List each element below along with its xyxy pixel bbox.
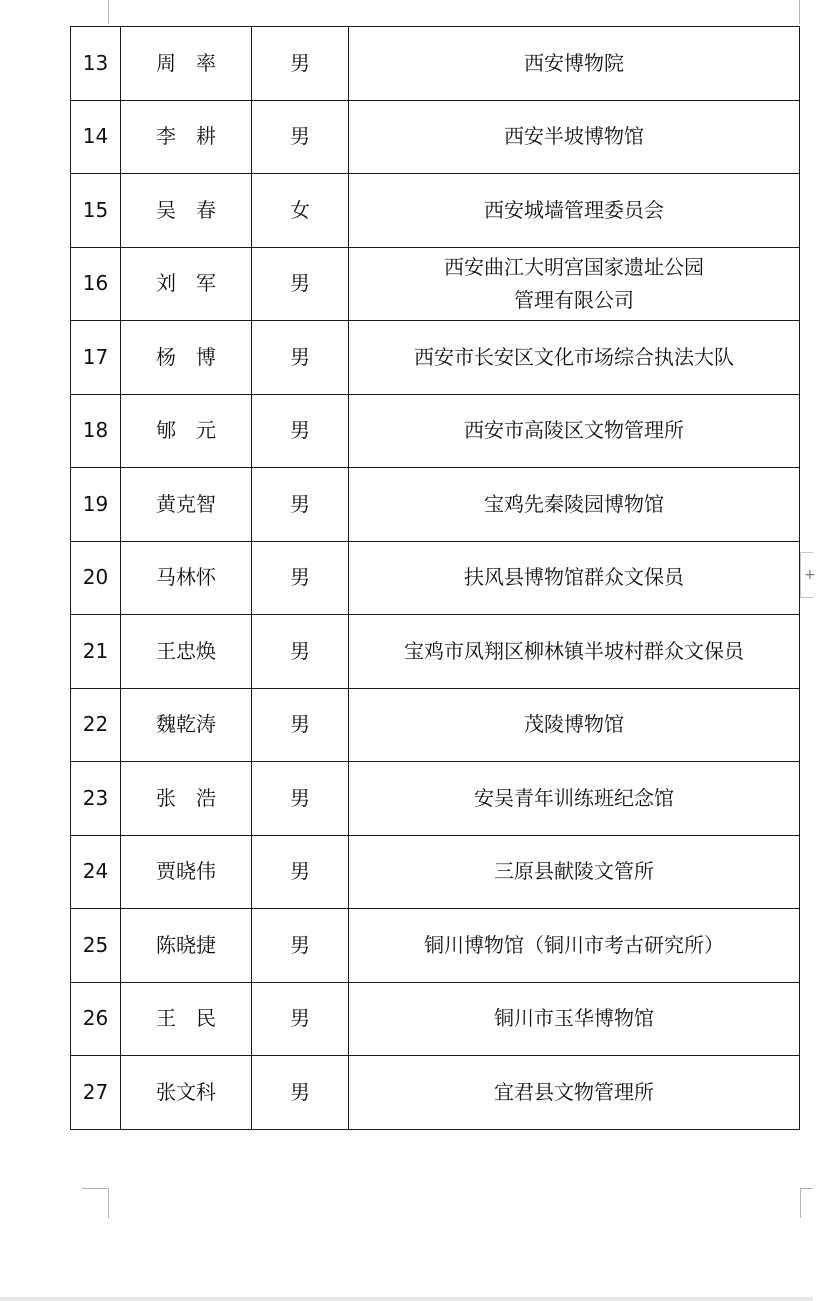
gender: 男 bbox=[290, 859, 310, 884]
person-name-cell bbox=[121, 468, 252, 542]
organization-line: 西安市高陵区文物管理所 bbox=[464, 418, 684, 443]
organization-cell bbox=[349, 835, 800, 909]
gender: 男 bbox=[290, 1006, 310, 1031]
row-number-cell bbox=[71, 615, 121, 689]
organization-line: 扶风县博物馆群众文保员 bbox=[464, 565, 684, 590]
person-name-cell bbox=[121, 541, 252, 615]
gender-cell bbox=[252, 27, 349, 101]
table-row bbox=[71, 27, 800, 101]
organization-cell bbox=[349, 982, 800, 1056]
roster-table-body bbox=[71, 27, 800, 1130]
gender: 男 bbox=[290, 785, 310, 810]
person-name: 刘 军 bbox=[156, 271, 216, 296]
organization-line: 铜川博物馆（铜川市考古研究所） bbox=[424, 932, 724, 957]
organization-cell bbox=[349, 321, 800, 395]
person-name-cell bbox=[121, 982, 252, 1056]
row-number-cell bbox=[71, 835, 121, 909]
page-gap bbox=[0, 1297, 813, 1301]
person-name: 李 耕 bbox=[156, 124, 216, 149]
gender-cell bbox=[252, 321, 349, 395]
gender: 男 bbox=[290, 1079, 310, 1104]
gender-cell bbox=[252, 688, 349, 762]
table-row bbox=[71, 615, 800, 689]
person-name: 马林怀 bbox=[156, 565, 216, 590]
person-name: 郇 元 bbox=[156, 418, 216, 443]
table-row bbox=[71, 321, 800, 395]
crop-mark-bottom-right-horizontal bbox=[800, 1188, 813, 1189]
row-number-cell bbox=[71, 909, 121, 983]
organization-cell bbox=[349, 688, 800, 762]
table-row bbox=[71, 762, 800, 836]
row-number: 17 bbox=[82, 344, 109, 369]
row-number-cell bbox=[71, 27, 121, 101]
table-row bbox=[71, 468, 800, 542]
table-row bbox=[71, 100, 800, 174]
person-name-cell bbox=[121, 762, 252, 836]
organization-cell bbox=[349, 468, 800, 542]
organization-line: 三原县献陵文管所 bbox=[494, 859, 654, 884]
organization-cell bbox=[349, 27, 800, 101]
gender-cell bbox=[252, 394, 349, 468]
table-add-column-handle[interactable] bbox=[800, 552, 816, 598]
row-number: 25 bbox=[82, 932, 109, 957]
gender: 女 bbox=[290, 197, 310, 222]
gender-cell bbox=[252, 468, 349, 542]
row-number: 27 bbox=[82, 1079, 109, 1104]
person-name: 王忠焕 bbox=[156, 638, 216, 663]
table-row bbox=[71, 688, 800, 762]
person-name-cell bbox=[121, 100, 252, 174]
gender-cell bbox=[252, 909, 349, 983]
row-number-cell bbox=[71, 688, 121, 762]
person-name: 王 民 bbox=[156, 1006, 216, 1031]
person-name: 周 率 bbox=[156, 50, 216, 75]
person-name: 吴 春 bbox=[156, 197, 216, 222]
table-row bbox=[71, 909, 800, 983]
row-number-cell bbox=[71, 1056, 121, 1130]
row-number-cell bbox=[71, 982, 121, 1056]
person-name-cell bbox=[121, 909, 252, 983]
gender-cell bbox=[252, 762, 349, 836]
table-row bbox=[71, 541, 800, 615]
organization-line: 铜川市玉华博物馆 bbox=[494, 1006, 654, 1031]
row-number-cell bbox=[71, 174, 121, 248]
person-name-cell bbox=[121, 835, 252, 909]
gender: 男 bbox=[290, 344, 310, 369]
gender: 男 bbox=[290, 50, 310, 75]
person-name: 杨 博 bbox=[156, 344, 216, 369]
gender: 男 bbox=[290, 565, 310, 590]
person-name-cell bbox=[121, 394, 252, 468]
gender-cell bbox=[252, 1056, 349, 1130]
table-row bbox=[71, 835, 800, 909]
gender-cell bbox=[252, 100, 349, 174]
person-name: 黄克智 bbox=[156, 491, 216, 516]
person-name: 贾晓伟 bbox=[156, 859, 216, 884]
crop-mark-top-left-vertical bbox=[108, 0, 109, 24]
organization-line: 宝鸡先秦陵园博物馆 bbox=[484, 491, 664, 516]
person-name-cell bbox=[121, 1056, 252, 1130]
gender: 男 bbox=[290, 271, 310, 296]
gender: 男 bbox=[290, 932, 310, 957]
row-number-cell bbox=[71, 541, 121, 615]
person-name-cell bbox=[121, 321, 252, 395]
row-number-cell bbox=[71, 247, 121, 321]
organization-line: 西安市长安区文化市场综合执法大队 bbox=[414, 344, 734, 369]
table-row bbox=[71, 1056, 800, 1130]
person-name: 魏乾涛 bbox=[156, 712, 216, 737]
table-row bbox=[71, 174, 800, 248]
organization-cell bbox=[349, 394, 800, 468]
person-name: 陈晓捷 bbox=[156, 932, 216, 957]
row-number: 13 bbox=[82, 50, 109, 75]
table-row bbox=[71, 982, 800, 1056]
row-number: 15 bbox=[82, 197, 109, 222]
organization-line: 宜君县文物管理所 bbox=[494, 1079, 654, 1104]
organization-line: 西安博物院 bbox=[524, 50, 624, 75]
person-name: 张文科 bbox=[156, 1079, 216, 1104]
organization-line: 茂陵博物馆 bbox=[524, 712, 624, 737]
organization-cell bbox=[349, 174, 800, 248]
row-number-cell bbox=[71, 468, 121, 542]
row-number-cell bbox=[71, 321, 121, 395]
table-row bbox=[71, 394, 800, 468]
crop-mark-bottom-left-horizontal bbox=[82, 1188, 109, 1189]
row-number: 22 bbox=[82, 712, 109, 737]
organization-line: 安吴青年训练班纪念馆 bbox=[474, 785, 674, 810]
crop-mark-bottom-left-vertical bbox=[108, 1188, 109, 1218]
person-name-cell bbox=[121, 247, 252, 321]
crop-mark-top-right-vertical bbox=[799, 0, 800, 24]
row-number-cell bbox=[71, 100, 121, 174]
gender-cell bbox=[252, 615, 349, 689]
gender-cell bbox=[252, 247, 349, 321]
gender: 男 bbox=[290, 491, 310, 516]
organization-cell bbox=[349, 762, 800, 836]
table-row bbox=[71, 247, 800, 321]
person-name-cell bbox=[121, 174, 252, 248]
gender: 男 bbox=[290, 418, 310, 443]
organization-line: 宝鸡市凤翔区柳林镇半坡村群众文保员 bbox=[404, 638, 744, 663]
organization-cell bbox=[349, 247, 800, 321]
organization-cell bbox=[349, 615, 800, 689]
person-name-cell bbox=[121, 27, 252, 101]
organization-line: 西安曲江大明宫国家遗址公园 bbox=[444, 254, 704, 279]
gender-cell bbox=[252, 982, 349, 1056]
row-number: 18 bbox=[82, 418, 109, 443]
row-number-cell bbox=[71, 394, 121, 468]
person-name: 张 浩 bbox=[156, 785, 216, 810]
gender: 男 bbox=[290, 712, 310, 737]
organization-cell bbox=[349, 541, 800, 615]
row-number: 14 bbox=[82, 124, 109, 149]
organization-line: 西安半坡博物馆 bbox=[504, 124, 644, 149]
organization-line: 管理有限公司 bbox=[514, 287, 634, 312]
roster-table bbox=[70, 26, 800, 1130]
person-name-cell bbox=[121, 615, 252, 689]
row-number: 26 bbox=[82, 1006, 109, 1031]
crop-mark-bottom-right-vertical bbox=[800, 1188, 801, 1218]
plus-icon: + bbox=[804, 567, 816, 583]
row-number: 24 bbox=[82, 859, 109, 884]
organization-cell bbox=[349, 909, 800, 983]
row-number-cell bbox=[71, 762, 121, 836]
gender: 男 bbox=[290, 124, 310, 149]
gender-cell bbox=[252, 835, 349, 909]
row-number: 23 bbox=[82, 785, 109, 810]
row-number: 19 bbox=[82, 491, 109, 516]
row-number: 20 bbox=[82, 565, 109, 590]
organization-cell bbox=[349, 100, 800, 174]
gender: 男 bbox=[290, 638, 310, 663]
person-name-cell bbox=[121, 688, 252, 762]
gender-cell bbox=[252, 541, 349, 615]
organization-line: 西安城墙管理委员会 bbox=[484, 197, 664, 222]
gender-cell bbox=[252, 174, 349, 248]
row-number: 21 bbox=[82, 638, 109, 663]
row-number: 16 bbox=[82, 271, 109, 296]
organization-cell bbox=[349, 1056, 800, 1130]
